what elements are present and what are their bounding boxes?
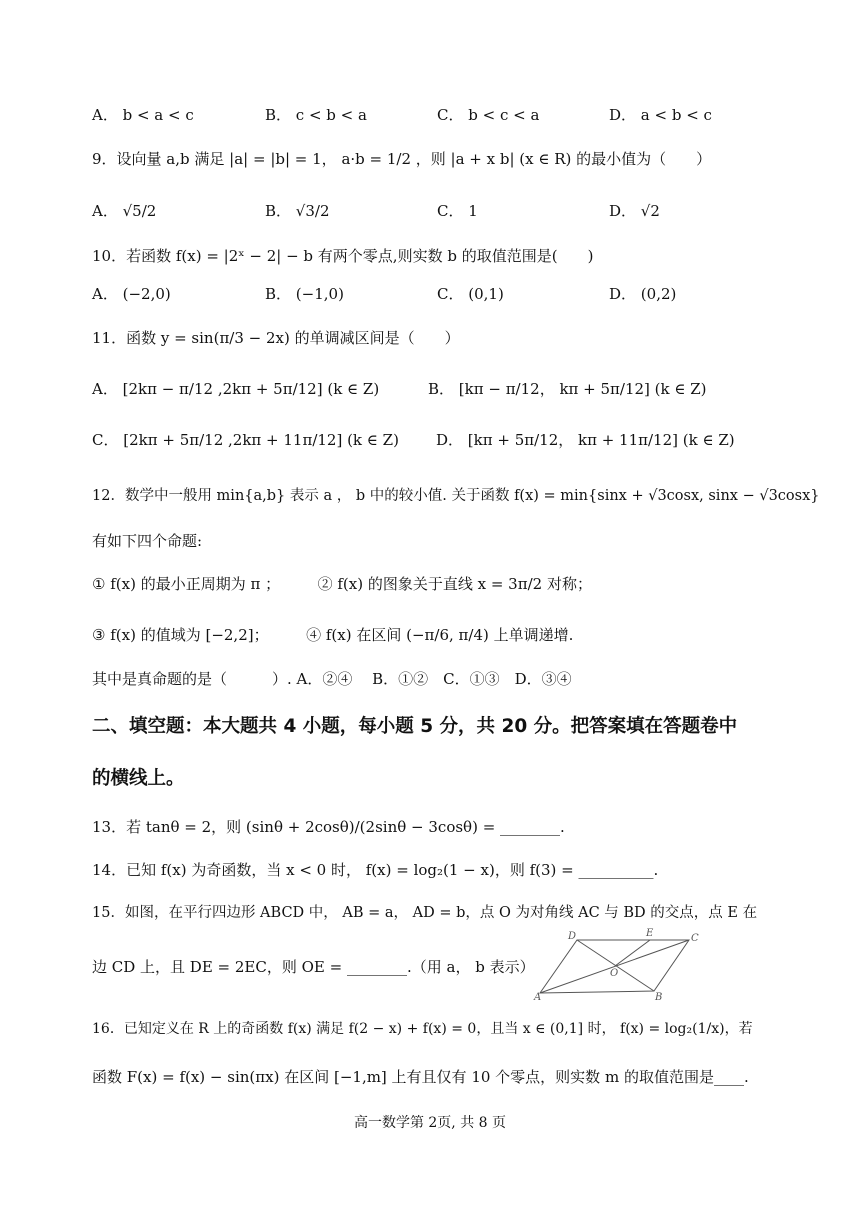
q12-stem-continued: 有如下四个命题: xyxy=(92,532,203,550)
q8-option-a: A． b < a < c xyxy=(92,106,194,124)
q11-stem: 11．函数 y = sin(π/3 − 2x) 的单调减区间是（ ） xyxy=(92,329,460,347)
section-heading-line2: 的横线上。 xyxy=(92,768,185,789)
q16-line2: 函数 F(x) = f(x) − sin(πx) 在区间 [−1,m] 上有且仅有 10 个零点，则实数 m 的取值范围是____. xyxy=(92,1068,749,1086)
q12-statements-1-2: ① f(x) 的最小正周期为 π ； ② f(x) 的图象关于直线 x = 3π/2 对称； xyxy=(92,575,592,593)
q15-line2: 边 CD 上，且 DE = 2EC，则 OE = ________.（用 a， b 表示） xyxy=(92,958,535,976)
q12-stem: 12．数学中一般用 min{a,b} 表示 a ， b 中的较小值. 关于函数 f(x) = min{sinx + √3cosx, sinx − √3cosx} xyxy=(92,488,820,504)
q12-answer-options: 其中是真命题的是（ ）. A．②④ B．①② C．①③ D．③④ xyxy=(92,670,572,688)
q11-option-d: D． [kπ + 5π/12， kπ + 11π/12] (k ∈ Z) xyxy=(436,431,735,449)
q10-option-d: D． (0,2) xyxy=(609,285,677,303)
q15-label-c: C xyxy=(691,933,699,944)
q10-stem: 10．若函数 f(x) = |2ˣ − 2| − b 有两个零点,则实数 b 的取值范围是( ) xyxy=(92,247,594,265)
q15-label-d: D xyxy=(568,931,577,942)
q11-option-b: B． [kπ − π/12， kπ + 5π/12] (k ∈ Z) xyxy=(428,380,707,398)
q15-parallelogram-figure xyxy=(528,928,710,1006)
q9-option-d: D． √2 xyxy=(609,202,660,220)
q8-option-c: C． b < c < a xyxy=(437,106,540,124)
q15-label-e: E xyxy=(646,928,654,939)
page-footer: 高一数学第 2页, 共 8 页 xyxy=(353,1115,507,1131)
q16-line1: 16．已知定义在 R 上的奇函数 f(x) 满足 f(2 − x) + f(x) = 0，且当 x ∈ (0,1] 时， f(x) = log₂(1/x)，若 xyxy=(92,1021,753,1037)
q9-option-c: C． 1 xyxy=(437,202,478,220)
section-heading-line1: 二、填空题：本大题共 4 小题，每小题 5 分，共 20 分。把答案填在答题卷中 xyxy=(92,716,738,737)
q11-option-c: C． [2kπ + 5π/12 ,2kπ + 11π/12] (k ∈ Z) xyxy=(92,431,399,449)
q8-option-d: D． a < b < c xyxy=(609,106,712,124)
q14: 14．已知 f(x) 为奇函数，当 x < 0 时， f(x) = log₂(1 − x)，则 f(3) = __________. xyxy=(92,861,659,879)
q10-option-c: C． (0,1) xyxy=(437,285,504,303)
q8-option-b: B． c < b < a xyxy=(265,106,367,124)
q10-option-a: A． (−2,0) xyxy=(92,285,171,303)
q13: 13．若 tanθ = 2，则 (sinθ + 2cosθ)/(2sinθ − 3cosθ) = ________. xyxy=(92,818,565,836)
q15-line1: 15．如图，在平行四边形 ABCD 中， AB = a， AD = b，点 O 为对角线 AC 与 BD 的交点，点 E 在 xyxy=(92,905,758,921)
q15-label-a: A xyxy=(534,992,542,1003)
q12-statements-3-4: ③ f(x) 的值域为 [−2,2]； ④ f(x) 在区间 (−π/6, π/4) 上单调递增. xyxy=(92,626,574,644)
q15-label-o: O xyxy=(610,968,619,979)
q9-option-a: A． √5/2 xyxy=(92,202,157,220)
q9-option-b: B． √3/2 xyxy=(265,202,330,220)
q10-option-b: B． (−1,0) xyxy=(265,285,344,303)
q11-option-a: A． [2kπ − π/12 ,2kπ + 5π/12] (k ∈ Z) xyxy=(92,380,380,398)
q9-stem: 9．设向量 a,b 满足 |a| = |b| = 1， a·b = 1/2 ，则 |a + x b| (x ∈ R) 的最小值为（ ） xyxy=(92,150,712,168)
q15-label-b: B xyxy=(655,992,663,1003)
